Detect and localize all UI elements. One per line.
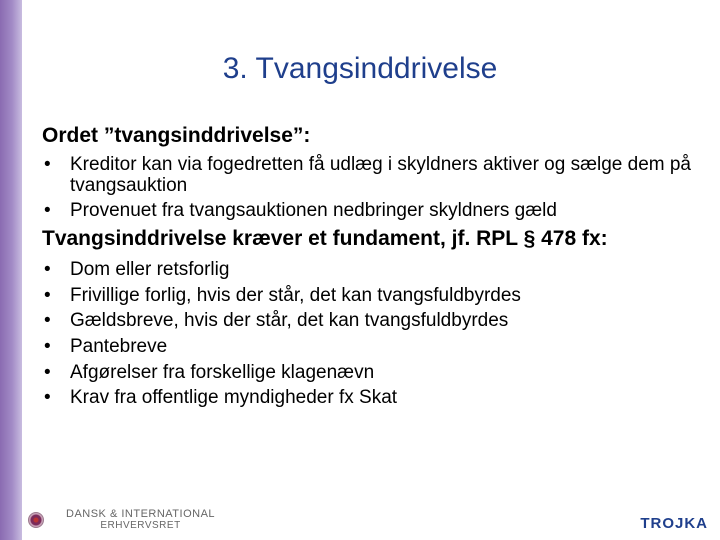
- list-item-text: Afgørelser fra forskellige klagenævn: [70, 361, 375, 383]
- bullet-icon: •: [44, 154, 51, 175]
- list-item: [42, 362, 702, 384]
- list-item-text: Provenuet fra tvangsauktionen nedbringer skyldners gæld: [70, 200, 557, 221]
- bullet-list-1: [42, 154, 702, 221]
- bullet-icon: •: [44, 259, 51, 280]
- list-item-text: Kreditor kan via fogedretten få udlæg i skyldners aktiver og sælge dem på tvangsauktion: [70, 154, 691, 196]
- bullet-icon: •: [44, 336, 51, 358]
- list-item: [42, 310, 702, 332]
- bullet-icon: •: [44, 200, 51, 221]
- list-item-text: Pantebreve: [70, 336, 168, 358]
- slide-content: [42, 122, 702, 413]
- bullet-icon: •: [44, 361, 51, 383]
- list-item: [42, 154, 702, 196]
- list-item: [42, 285, 702, 307]
- list-item-text: Gældsbreve, hvis der står, det kan tvangsfuldbyrdes: [70, 310, 509, 332]
- list-item: [42, 387, 702, 409]
- logo-line-2: ERHVERVSRET: [100, 520, 181, 531]
- logo-text: [66, 508, 215, 532]
- list-item: [42, 259, 702, 281]
- logo-line-1: DANSK & INTERNATIONAL: [66, 508, 216, 520]
- list-item: [42, 200, 702, 221]
- brand-logo: TROJKA: [640, 515, 708, 532]
- list-item-text: Frivillige forlig, hvis der står, det kan tvangsfuldbyrdes: [70, 284, 521, 306]
- footer-logo: [28, 508, 215, 532]
- seal-icon: [28, 512, 44, 528]
- bullet-icon: •: [44, 387, 51, 409]
- heading-1: Ordet ”tvangsinddrivelse”:: [42, 124, 311, 147]
- bullet-icon: •: [44, 310, 51, 332]
- list-item-text: Dom eller retsforlig: [70, 259, 230, 280]
- slide-title: 3. Tvangsinddrivelse: [222, 52, 498, 85]
- bullet-list-2: [42, 259, 702, 409]
- heading-2: Tvangsinddrivelse kræver et fundament, jf. RPL § 478 fx:: [42, 227, 608, 250]
- list-item: [42, 336, 702, 358]
- bullet-icon: •: [44, 284, 51, 306]
- list-item-text: Krav fra offentlige myndigheder fx Skat: [70, 387, 398, 409]
